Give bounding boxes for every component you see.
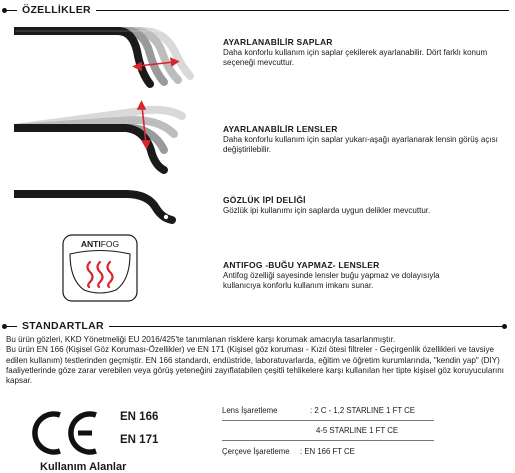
features-section-title: ÖZELLİKLER [22, 4, 91, 16]
standard-code: EN 166 [120, 411, 159, 423]
feature-title: GÖZLÜK İPİ DELİĞİ [223, 195, 306, 205]
feature-description: Daha konforlu kullanım için saplar yukarı-aşağı ayarlanarak lensin görüş açısı değiştirilebilir. [223, 135, 498, 154]
feature-title: ANTIFOG -BUĞU YAPMAZ- LENSLER [223, 260, 380, 270]
feature-description: Daha konforlu kullanım için saplar çekilerek ayarlanabilir. Dört farklı konum seçeneği mevcuttur. [223, 48, 488, 67]
cord-hole [164, 215, 168, 219]
adjustable-lenses-illustration [14, 98, 204, 178]
bullet-dot [502, 324, 507, 329]
antifog-icon [62, 234, 138, 302]
standard-code: EN 171 [120, 434, 159, 446]
standards-paragraph: Bu ürün EN 166 (Kişisel Göz Koruması-Özellikler) ve EN 171 (Kişisel göz koruması - Kızıl ötesi filtreler - Geçirgenlik özellikleri ve tavsiye edilen kullanım) testlerinden geçmiştir. EN 166 standardı, endüstride, laboratuvarlarda, eğitim ve öğretim kurumlarında, "kendin yap" (DIY) faaliyetlerinde göze zarar verebilen veya görüş yeteneğini zayıflatabilen çeşitli tehlikelere karşı kullanılan her tipte kişisel göz koruyucularını kapsar. [6, 345, 505, 386]
standards-section-title: STANDARTLAR [22, 320, 104, 332]
ce-mark-logo [26, 407, 106, 457]
cord-hole-illustration [14, 182, 204, 227]
lens-marking-label: Lens İşaretleme [222, 406, 278, 415]
section-rule [109, 326, 502, 327]
lens-marking-value: : 2 C - 1,2 STARLINE 1 FT CE [310, 406, 415, 415]
feature-title: AYARLANABİLİR LENSLER [223, 124, 338, 134]
adjustable-temples-illustration [14, 18, 204, 98]
standards-text [6, 335, 511, 386]
frame-marking-label: Çerçeve İşaretleme [222, 447, 290, 456]
divider [222, 420, 434, 421]
section-rule [96, 10, 509, 11]
divider [222, 440, 434, 441]
lens-marking-value: 4-5 STARLINE 1 FT CE [316, 426, 399, 435]
feature-description: Antifog özelliği sayesinde lensler buğu yapmaz ve dolayısıyla kullanıcıya konforlu kullanım imkanı sunar. [223, 271, 440, 290]
standards-section-header [0, 319, 509, 333]
usage-areas-heading: Kullanım Alanlar [40, 461, 127, 473]
frame-marking-value: : EN 166 FT CE [300, 447, 355, 456]
standards-paragraph: Bu ürün gözleri, KKD Yönetmeliği EU 2016/425'te tanımlanan risklere karşı korumak amacıyla tasarlanmıştır. [6, 335, 396, 344]
antifog-badge-text: ANTIFOG [80, 239, 120, 249]
feature-description: Gözlük ipi kullanımı için saplarda uygun delikler mevcuttur. [223, 206, 431, 215]
features-section-header [0, 3, 509, 17]
feature-title: AYARLANABİLİR SAPLAR [223, 37, 333, 47]
